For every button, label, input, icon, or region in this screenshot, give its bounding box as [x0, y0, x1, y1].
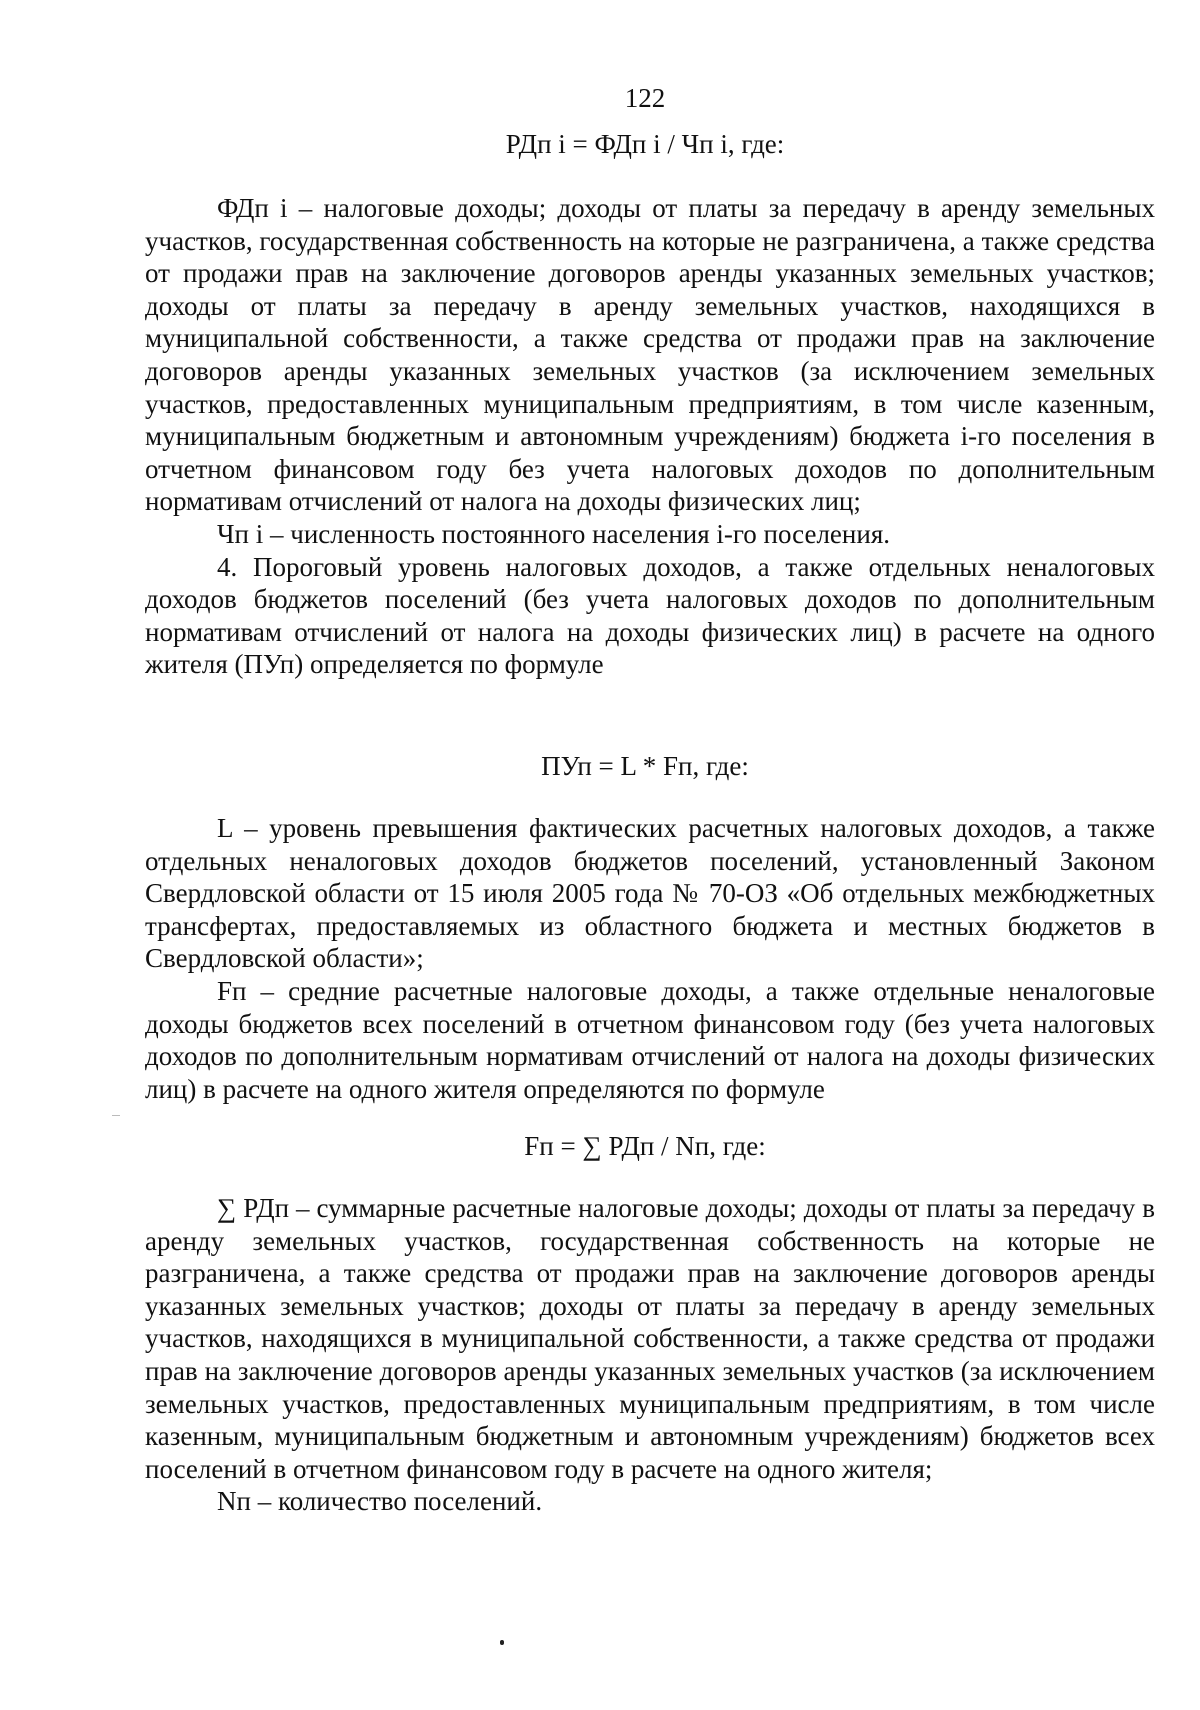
text-block-definitions-2	[145, 812, 1155, 1105]
text-block-definitions-3	[145, 1192, 1155, 1518]
scan-margin-mark	[112, 1115, 120, 1116]
text-block-definitions-1	[145, 192, 1155, 681]
paragraph-l-definition: L – уровень превышения фактических расчетных налоговых доходов, а также отдельных неналоговых доходов бюджетов поселений, установленный Законом Свердловской области от 15 июля 2005 года № 70-ОЗ «Об отдельных межбюджетных трансфертах, предоставляемых из областного бюджета и местных бюджетов в Свердловской области»;	[145, 813, 1155, 974]
formula-pup: ПУп = L * Fп, где:	[541, 751, 749, 781]
paragraph-fp-definition: Fп – средние расчетные налоговые доходы, а также отдельные неналоговые доходы бюджетов всех поселений в отчетном финансовом году (без учета налоговых доходов по дополнительным нормативам отчислений от налога на доходы физических лиц) в расчете на одного жителя определяются по формуле	[145, 975, 1155, 1104]
paragraph-sum-rdp-definition: ∑ РДп – суммарные расчетные налоговые доходы; доходы от платы за передачу в аренду земельных участков, государственная собственность на которые не разграничена, а также средства от продажи прав на заключение договоров аренды указанных земельных участков; доходы от платы за передачу в аренду земельных участков, находящихся в муниципальной собственности, а также средства от продажи прав на заключение договоров аренды указанных земельных участков (за исключением земельных участков, предоставленных муниципальным предприятиям, в том числе казенным, муниципальным бюджетным и автономным учреждениям) бюджетов всех поселений в отчетном финансовом году в расчете на одного жителя;	[145, 1193, 1155, 1484]
paragraph-fdp-definition: ФДп i – налоговые доходы; доходы от платы за передачу в аренду земельных участков, государственная собственность на которые не разграничена, а также средства от продажи прав на заключение договоров аренды указанных земельных участков; доходы от платы за передачу в аренду земельных участков, находящихся в муниципальной собственности, а также средства от продажи прав на заключение договоров аренды указанных земельных участков (за исключением земельных участков, предоставленных муниципальным предприятиям, в том числе казенным, муниципальным бюджетным и автономным учреждениям) бюджета i-го поселения в отчетном финансовом году без учета налоговых доходов по дополнительным нормативам отчислений от налога на доходы физических лиц;	[145, 193, 1155, 517]
scan-speck	[500, 1640, 504, 1645]
paragraph-chp-definition: Чп i – численность постоянного населения i-го поселения.	[217, 518, 890, 549]
paragraph-threshold-level: 4. Пороговый уровень налоговых доходов, а также отдельных неналоговых доходов бюджетов поселений (без учета налоговых доходов по дополнительным нормативам отчислений от налога на доходы физических лиц) в расчете на одного жителя (ПУп) определяется по формуле	[145, 551, 1155, 680]
formula-fp: Fп = ∑ РДп / Nп, где:	[524, 1131, 766, 1161]
formula-rdp: РДп i = ФДп i / Чп i, где:	[505, 129, 785, 159]
paragraph-np-definition: Nп – количество поселений.	[217, 1486, 543, 1517]
page-number: 122	[624, 83, 666, 113]
